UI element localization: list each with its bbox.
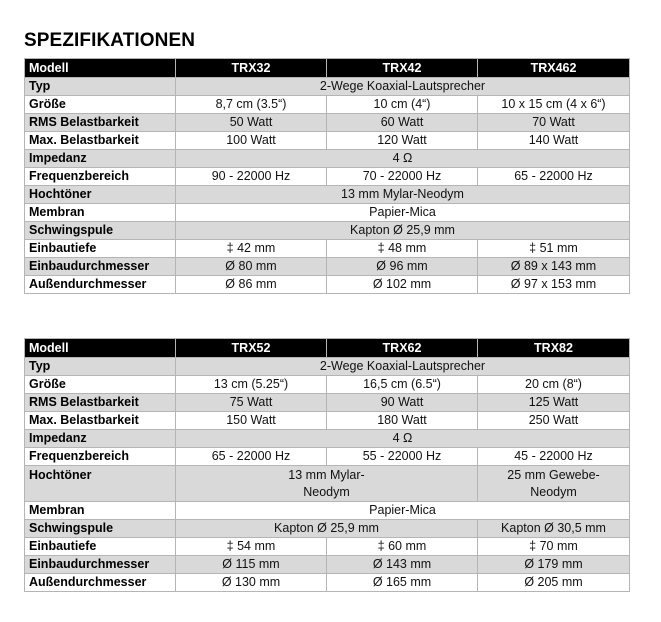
header-cell: TRX42: [327, 59, 478, 78]
spec-table-2: [24, 338, 630, 592]
table-cell: Kapton Ø 30,5 mm: [478, 520, 630, 538]
header-cell: Modell: [25, 339, 176, 358]
table-cell: Ø 130 mm: [176, 574, 327, 592]
table-cell: 100 Watt: [176, 132, 327, 150]
table-cell: 65 - 22000 Hz: [478, 168, 630, 186]
header-cell: TRX62: [327, 339, 478, 358]
row-label: Frequenzbereich: [25, 448, 176, 466]
row-label: Einbautiefe: [25, 240, 176, 258]
table-cell: 2-Wege Koaxial-Lautsprecher: [176, 78, 630, 96]
table-cell: 8,7 cm (3.5“): [176, 96, 327, 114]
table-row: [25, 258, 630, 276]
row-label: Typ: [25, 78, 176, 96]
table-row: [25, 186, 630, 204]
row-label: Impedanz: [25, 430, 176, 448]
table-row: [25, 132, 630, 150]
table-row: [25, 448, 630, 466]
row-label: Außendurchmesser: [25, 574, 176, 592]
header-cell: Modell: [25, 59, 176, 78]
table-row: [25, 204, 630, 222]
table-row: [25, 240, 630, 258]
table-cell: Ø 102 mm: [327, 276, 478, 294]
table-cell: 10 x 15 cm (4 x 6“): [478, 96, 630, 114]
table-cell: Ø 205 mm: [478, 574, 630, 592]
table-cell: 10 cm (4“): [327, 96, 478, 114]
table-cell: 120 Watt: [327, 132, 478, 150]
table-cell: 65 - 22000 Hz: [176, 448, 327, 466]
table-cell: 13 mm Mylar- Neodym: [176, 466, 478, 502]
table-cell: ‡ 42 mm: [176, 240, 327, 258]
table-cell: Ø 179 mm: [478, 556, 630, 574]
table-row: [25, 502, 630, 520]
header-cell: TRX32: [176, 59, 327, 78]
table-cell: 70 Watt: [478, 114, 630, 132]
table-cell: Ø 165 mm: [327, 574, 478, 592]
table-cell: 55 - 22000 Hz: [327, 448, 478, 466]
table-cell: 125 Watt: [478, 394, 630, 412]
header-cell: TRX52: [176, 339, 327, 358]
table-cell: 20 cm (8“): [478, 376, 630, 394]
row-label: Außendurchmesser: [25, 276, 176, 294]
table-row: [25, 520, 630, 538]
table-row: [25, 430, 630, 448]
table-cell: 60 Watt: [327, 114, 478, 132]
table-row: [25, 556, 630, 574]
table-cell: 13 cm (5.25“): [176, 376, 327, 394]
table-cell: 4 Ω: [176, 150, 630, 168]
table-cell: Ø 115 mm: [176, 556, 327, 574]
header-cell: TRX82: [478, 339, 630, 358]
table-cell: 70 - 22000 Hz: [327, 168, 478, 186]
table-cell: Ø 143 mm: [327, 556, 478, 574]
row-label: Typ: [25, 358, 176, 376]
table-cell: ‡ 60 mm: [327, 538, 478, 556]
table-cell: Ø 80 mm: [176, 258, 327, 276]
table-row: [25, 222, 630, 240]
table-cell: 150 Watt: [176, 412, 327, 430]
table-cell: 140 Watt: [478, 132, 630, 150]
row-label: Membran: [25, 204, 176, 222]
table-row: [25, 412, 630, 430]
row-label: Schwingspule: [25, 222, 176, 240]
table-cell: ‡ 51 mm: [478, 240, 630, 258]
row-label: Max. Belastbarkeit: [25, 132, 176, 150]
table-row: [25, 466, 630, 502]
table-cell: 90 Watt: [327, 394, 478, 412]
row-label: Impedanz: [25, 150, 176, 168]
row-label: Hochtöner: [25, 466, 176, 502]
row-label: Größe: [25, 376, 176, 394]
table-cell: ‡ 54 mm: [176, 538, 327, 556]
table-cell: Papier-Mica: [176, 502, 630, 520]
table-row: [25, 96, 630, 114]
row-label: Frequenzbereich: [25, 168, 176, 186]
table-header: [25, 339, 630, 358]
table-row: [25, 114, 630, 132]
table-cell: 13 mm Mylar-Neodym: [176, 186, 630, 204]
table-cell: 250 Watt: [478, 412, 630, 430]
row-label: Hochtöner: [25, 186, 176, 204]
table-cell: ‡ 48 mm: [327, 240, 478, 258]
row-label: Einbaudurchmesser: [25, 258, 176, 276]
table-cell: 16,5 cm (6.5“): [327, 376, 478, 394]
table-cell: Ø 86 mm: [176, 276, 327, 294]
table-row: [25, 358, 630, 376]
table-cell: Kapton Ø 25,9 mm: [176, 222, 630, 240]
table-cell: Ø 89 x 143 mm: [478, 258, 630, 276]
row-label: Schwingspule: [25, 520, 176, 538]
table-cell: 75 Watt: [176, 394, 327, 412]
row-label: Membran: [25, 502, 176, 520]
table-row: [25, 78, 630, 96]
table-cell: Ø 96 mm: [327, 258, 478, 276]
row-label: Einbaudurchmesser: [25, 556, 176, 574]
table-cell: 2-Wege Koaxial-Lautsprecher: [176, 358, 630, 376]
table-cell: Papier-Mica: [176, 204, 630, 222]
spec-table-1: [24, 58, 630, 294]
table-row: [25, 574, 630, 592]
row-label: RMS Belastbarkeit: [25, 394, 176, 412]
table-row: [25, 376, 630, 394]
table-cell: 180 Watt: [327, 412, 478, 430]
row-label: Größe: [25, 96, 176, 114]
page-title: SPEZIFIKATIONEN: [24, 30, 196, 51]
table-cell: 50 Watt: [176, 114, 327, 132]
table-row: [25, 276, 630, 294]
table-cell: 90 - 22000 Hz: [176, 168, 327, 186]
table-cell: 45 - 22000 Hz: [478, 448, 630, 466]
table-row: [25, 168, 630, 186]
table-cell: 25 mm Gewebe- Neodym: [478, 466, 630, 502]
row-label: RMS Belastbarkeit: [25, 114, 176, 132]
table-cell: 4 Ω: [176, 430, 630, 448]
row-label: Einbautiefe: [25, 538, 176, 556]
table-cell: Ø 97 x 153 mm: [478, 276, 630, 294]
row-label: Max. Belastbarkeit: [25, 412, 176, 430]
table-header: [25, 59, 630, 78]
table-row: [25, 150, 630, 168]
table-row: [25, 538, 630, 556]
header-cell: TRX462: [478, 59, 630, 78]
table-cell: ‡ 70 mm: [478, 538, 630, 556]
table-row: [25, 394, 630, 412]
table-cell: Kapton Ø 25,9 mm: [176, 520, 478, 538]
